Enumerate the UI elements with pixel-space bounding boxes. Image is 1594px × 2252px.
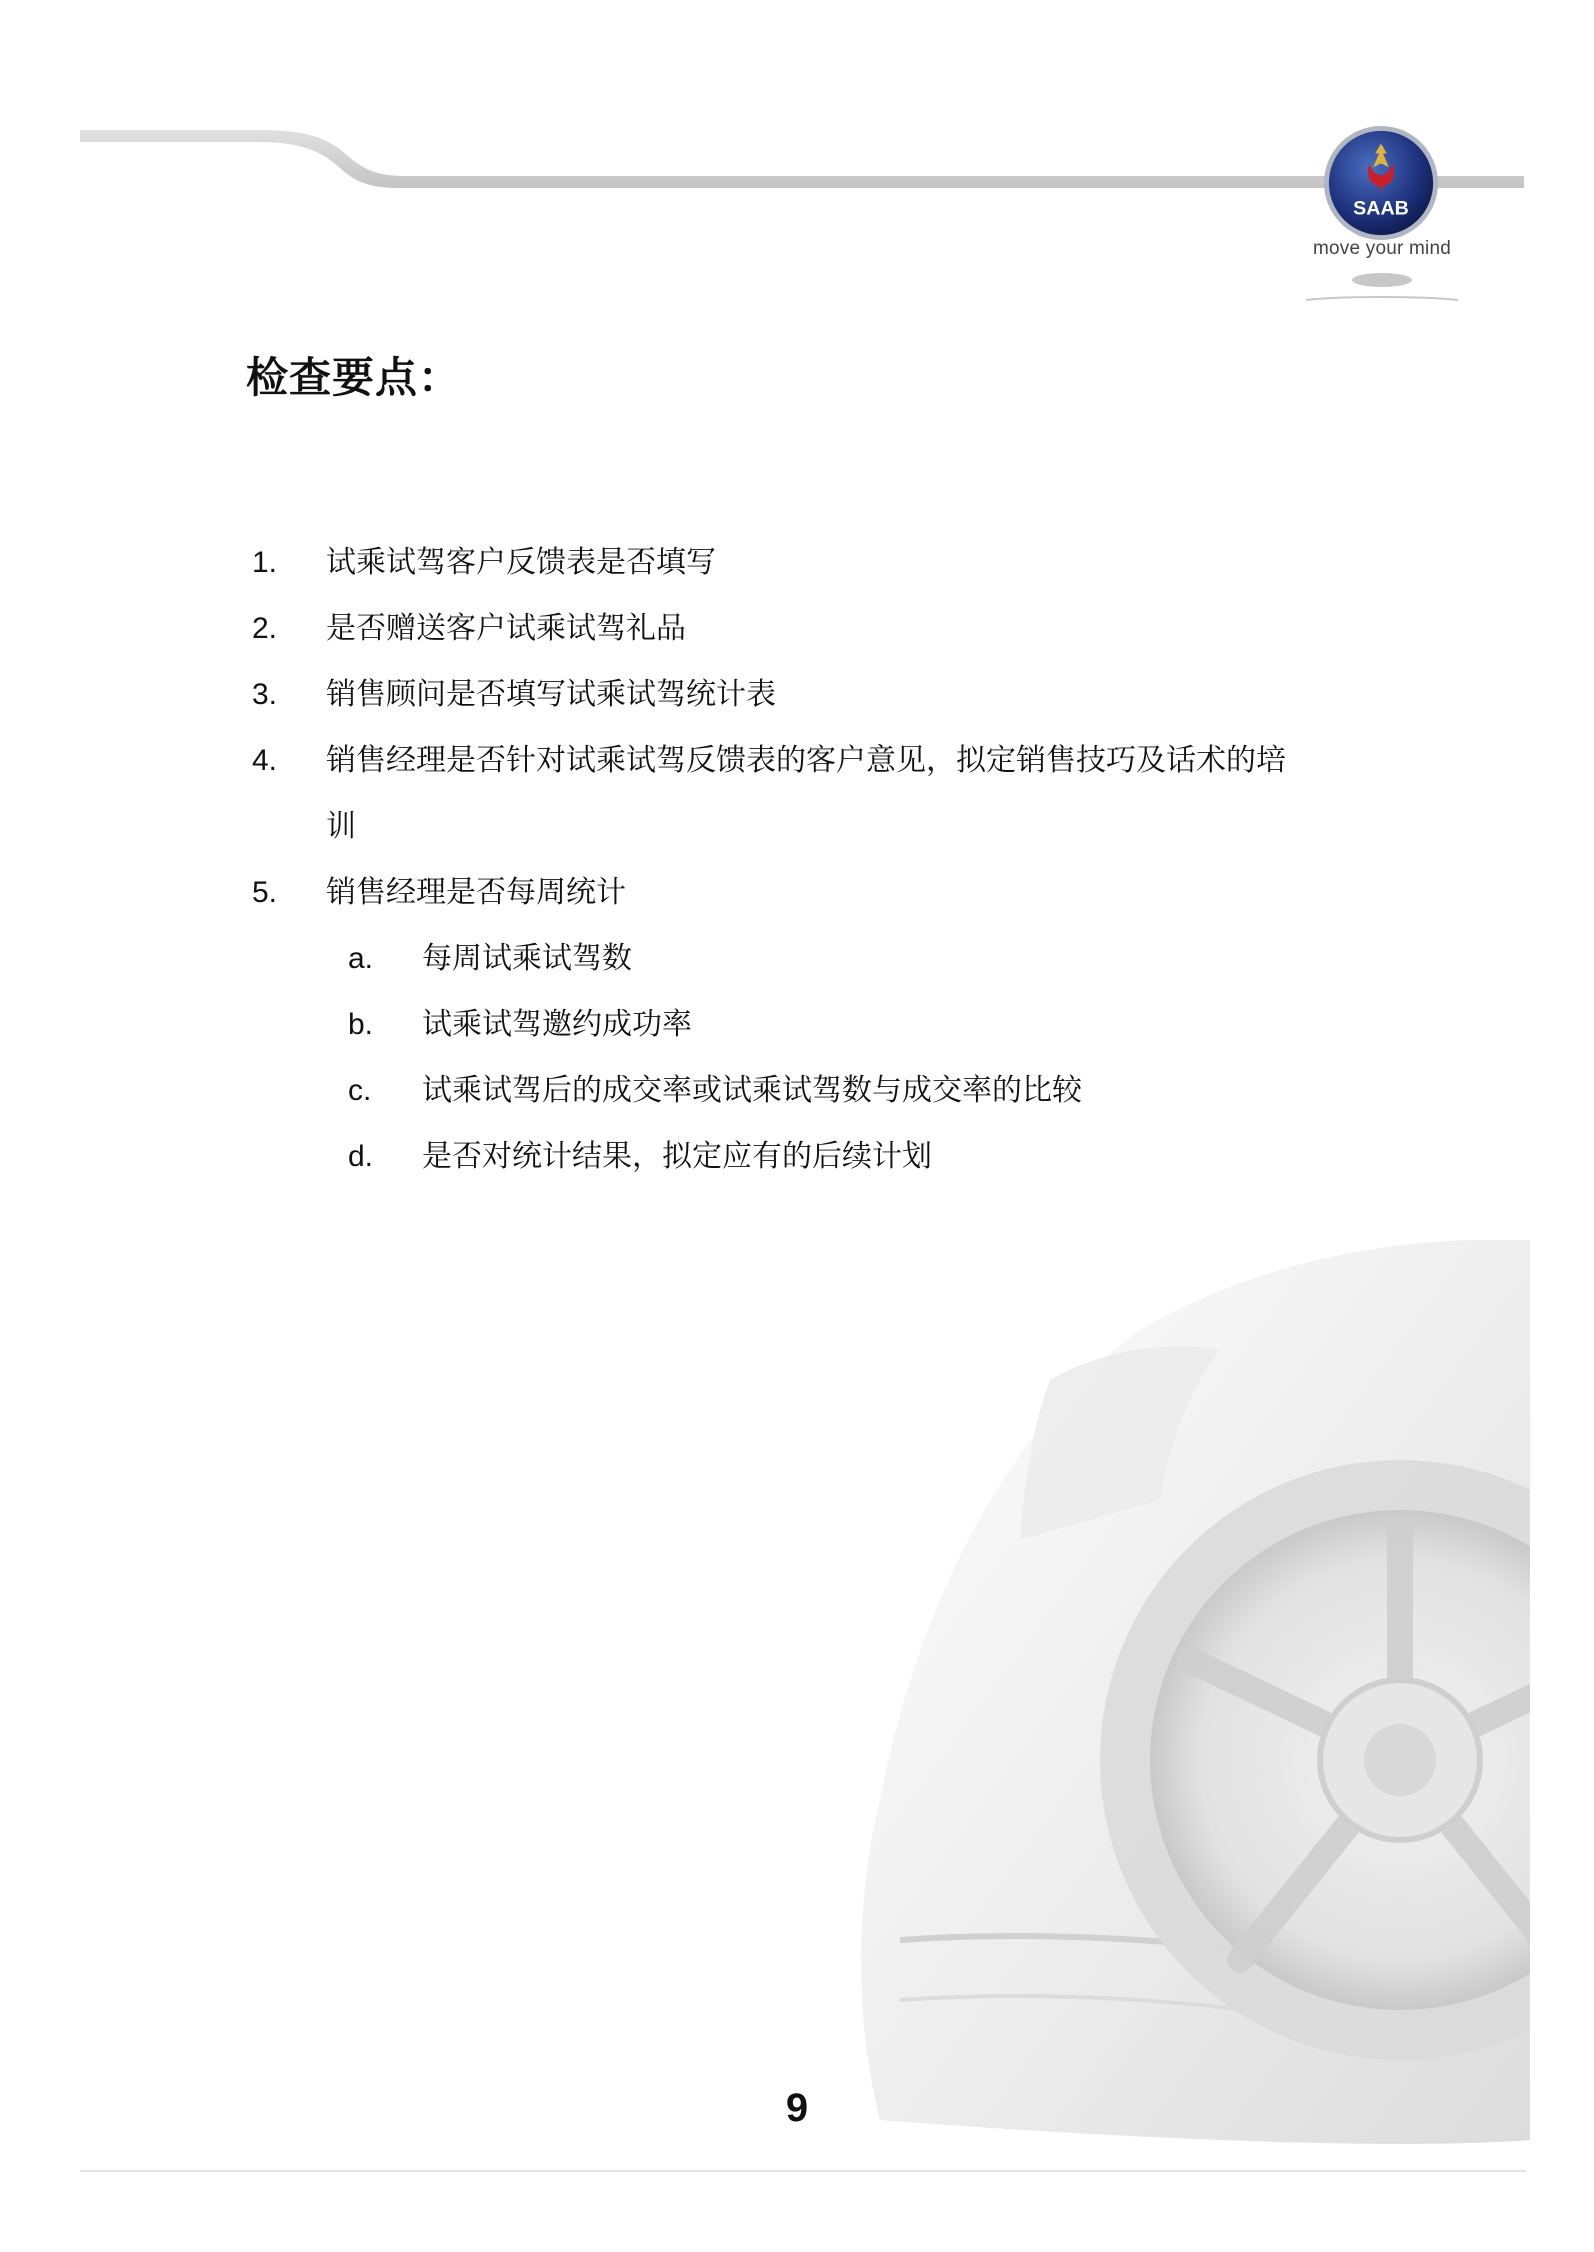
list-number: 4. <box>252 744 278 777</box>
list-text: 销售经理是否针对试乘试驾反馈表的客户意见，拟定销售技巧及话术的培 <box>326 743 1286 778</box>
sub-list-letter: b. <box>348 1008 374 1041</box>
sub-list-text: 每周试乘试驾数 <box>422 941 632 976</box>
list-item <box>252 860 1402 926</box>
list-item <box>252 662 1402 728</box>
sub-list-letter: c. <box>348 1074 372 1107</box>
logo-reflection <box>1292 264 1472 314</box>
saab-logo <box>1292 112 1472 312</box>
sub-list-text: 试乘试驾后的成交率或试乘试驾数与成交率的比较 <box>422 1073 1082 1108</box>
sub-list-item <box>348 1058 1402 1124</box>
sub-list-item <box>348 992 1402 1058</box>
list-item <box>252 728 1402 860</box>
page-title: 检查要点： <box>246 353 462 402</box>
list-text: 销售顾问是否填写试乘试驾统计表 <box>326 677 776 712</box>
list-text: 销售经理是否每周统计 <box>326 875 626 910</box>
list-number: 2. <box>252 612 278 645</box>
page-number: 9 <box>785 2086 809 2130</box>
list-text: 是否赠送客户试乘试驾礼品 <box>326 611 686 646</box>
sub-list-text: 是否对统计结果，拟定应有的后续计划 <box>422 1139 932 1174</box>
list-number: 3. <box>252 678 278 711</box>
sub-list-text: 试乘试驾邀约成功率 <box>422 1007 692 1042</box>
footer-divider <box>80 2170 1526 2172</box>
sub-list-item <box>348 1124 1402 1190</box>
logo-tagline: move your mind <box>1313 238 1451 259</box>
list-number: 5. <box>252 876 278 909</box>
list-text: 试乘试驾客户反馈表是否填写 <box>326 545 716 580</box>
list-item <box>252 530 1402 596</box>
checklist <box>252 530 1402 1190</box>
sub-list-letter: a. <box>348 942 374 975</box>
list-text-block <box>326 728 1402 860</box>
logo-emblem-text: SAAB <box>1353 197 1409 220</box>
sub-list-item <box>348 926 1402 992</box>
list-number: 1. <box>252 546 278 579</box>
background-car-image <box>840 1240 1530 2180</box>
sub-list-letter: d. <box>348 1140 374 1173</box>
list-item <box>252 596 1402 662</box>
list-text-continuation: 训 <box>326 809 356 844</box>
sub-list <box>348 926 1402 1190</box>
saab-griffin-icon <box>1322 124 1440 242</box>
